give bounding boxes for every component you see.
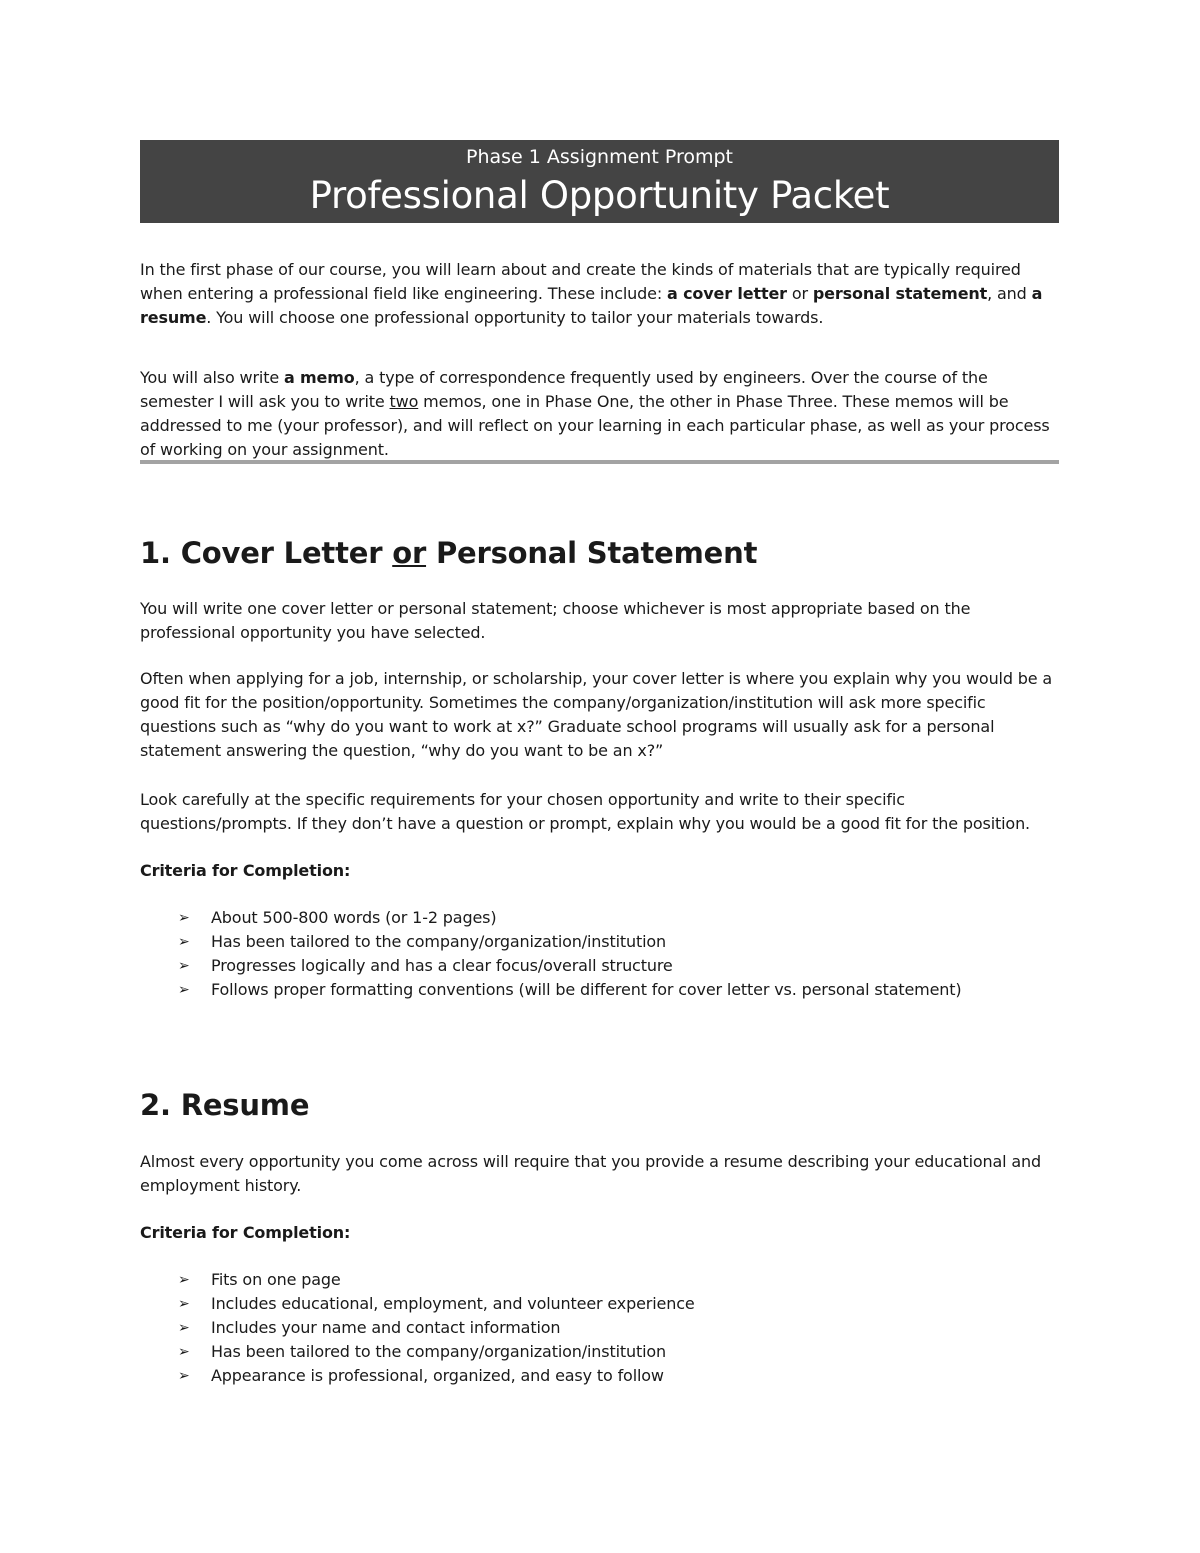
list-item: ➢ Has been tailored to the company/organization/institution bbox=[140, 930, 1059, 954]
cover-letter-paragraph-2: Often when applying for a job, internship, or scholarship, your cover letter is where you explain why you would be a good fit for the position/opportunity. Sometimes the company/organization/institution will ask more specific questions such as “why do you want to work at x?” Graduate school programs will usually ask for a personal statement answering the question, “why do you want to be an x?” bbox=[140, 669, 1053, 760]
list-item: ➢ Includes your name and contact information bbox=[140, 1316, 1059, 1340]
list-item: ➢ Progresses logically and has a clear focus/overall structure bbox=[140, 954, 1059, 978]
list-item: ➢ Has been tailored to the company/organization/institution bbox=[140, 1340, 1059, 1364]
resume-criteria-list bbox=[140, 1268, 1059, 1388]
arrow-bullet-icon: ➢ bbox=[178, 910, 190, 926]
list-item: ➢ Appearance is professional, organized, and easy to follow bbox=[140, 1364, 1059, 1388]
cover-letter-paragraph-3: Look carefully at the specific requirements for your chosen opportunity and write to their specific questions/prompts. If they don’t have a question or prompt, explain why you would be a good fit for the position. bbox=[140, 790, 1030, 833]
arrow-bullet-icon: ➢ bbox=[178, 1296, 190, 1312]
arrow-bullet-icon: ➢ bbox=[178, 1320, 190, 1336]
section-heading-cover-letter: 1. Cover Letter or Personal Statement bbox=[140, 536, 758, 570]
arrow-bullet-icon: ➢ bbox=[178, 1272, 190, 1288]
banner-subtitle: Phase 1 Assignment Prompt bbox=[466, 146, 733, 168]
arrow-bullet-icon: ➢ bbox=[178, 1344, 190, 1360]
list-item: ➢ Follows proper formatting conventions (will be different for cover letter vs. personal statement) bbox=[140, 978, 1059, 1002]
arrow-bullet-icon: ➢ bbox=[178, 934, 190, 950]
title-banner bbox=[140, 140, 1059, 223]
list-item: ➢ About 500-800 words (or 1-2 pages) bbox=[140, 906, 1059, 930]
intro-paragraph-2: You will also write a memo, a type of correspondence frequently used by engineers. Over the course of the semester I will ask you to write two memos, one in Phase One, the other in Phase Three. These memos will be addressed to me (your professor), and will reflect on your learning in each particular phase, as well as your process of working on your assignment. bbox=[140, 368, 1050, 459]
section-heading-resume: 2. Resume bbox=[140, 1088, 310, 1122]
resume-paragraph-1: Almost every opportunity you come across will require that you provide a resume describing your educational and employment history. bbox=[140, 1152, 1042, 1195]
horizontal-divider bbox=[140, 460, 1059, 464]
arrow-bullet-icon: ➢ bbox=[178, 1368, 190, 1384]
list-item: ➢ Includes educational, employment, and volunteer experience bbox=[140, 1292, 1059, 1316]
cover-letter-criteria-list bbox=[140, 906, 1059, 1002]
arrow-bullet-icon: ➢ bbox=[178, 958, 190, 974]
criteria-label: Criteria for Completion: bbox=[140, 1223, 351, 1242]
cover-letter-paragraph-1: You will write one cover letter or personal statement; choose whichever is most appropriate based on the professional opportunity you have selected. bbox=[140, 599, 971, 642]
arrow-bullet-icon: ➢ bbox=[178, 982, 190, 998]
list-item: ➢ Fits on one page bbox=[140, 1268, 1059, 1292]
intro-paragraph-1: In the first phase of our course, you will learn about and create the kinds of materials that are typically required when entering a professional field like engineering. These include: a cover letter or personal statement, and a resume. You will choose one professional opportunity to tailor your materials towards. bbox=[140, 260, 1043, 327]
criteria-label: Criteria for Completion: bbox=[140, 861, 351, 880]
banner-title: Professional Opportunity Packet bbox=[309, 174, 890, 217]
